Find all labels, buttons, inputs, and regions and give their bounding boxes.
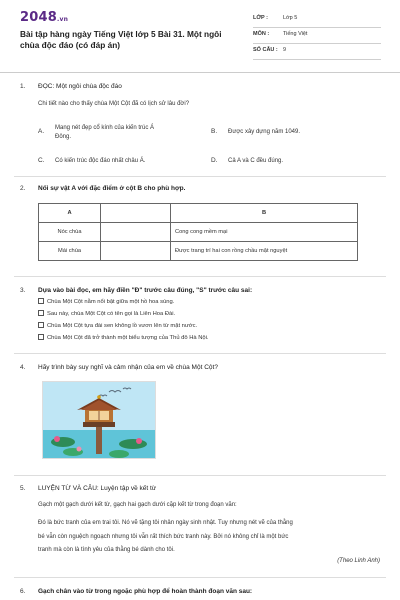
meta-row-count [253, 44, 381, 60]
document-header [0, 0, 400, 74]
meta-value: 9 [283, 47, 287, 53]
matching-table [38, 203, 358, 261]
question-prompt: Gạch một gạch dưới kết từ, gạch hai gạch dưới cặp kết từ trong đoạn văn: [38, 502, 237, 508]
option-letter: D. [211, 157, 218, 164]
passage-credit: (Theo Linh Anh) [337, 558, 380, 564]
option-text: Được xây dựng năm 1049. [228, 129, 301, 135]
passage-line: Đó là bức tranh của em trai tôi. Nó vẽ tặng tôi nhân ngày sinh nhật. Tuy nhưng nét vẽ của thằng [38, 520, 293, 526]
column-b-header: B [171, 204, 358, 223]
document-title: Bài tập hàng ngày Tiếng Việt lớp 5 Bài 31. Một ngôi chùa độc đáo (có đáp án) [20, 29, 222, 50]
logo-suffix: .vn [56, 16, 69, 23]
question-divider [14, 475, 386, 476]
option-letter: B. [211, 128, 218, 135]
column-b-cell[interactable]: Cong cong mềm mại [171, 223, 358, 242]
option-text: Cả A và C đều đúng. [228, 158, 284, 164]
column-a-cell[interactable]: Mái chùa [39, 242, 101, 261]
question-title: Dựa vào bài đọc, em hãy điền "Đ" trước câu đúng, "S" trước câu sai: [38, 287, 253, 294]
question-title: Nối sự vật A với đặc điểm ở cột B cho phù hợp. [38, 185, 186, 192]
one-pillar-pagoda-illustration [42, 381, 156, 459]
checklist-item[interactable]: Chùa Một Cột nằm nổi bật giữa một hồ hoa súng. [38, 298, 174, 306]
option-letter: C. [38, 157, 45, 164]
meta-value: Tiếng Việt [283, 31, 308, 37]
meta-table [253, 12, 381, 60]
option-c[interactable] [38, 157, 208, 167]
site-logo[interactable] [20, 10, 68, 25]
blank-column [101, 204, 171, 223]
question-title: LUYỆN TỪ VÀ CÂU: Luyện tập về kết từ [38, 485, 157, 492]
checkbox[interactable] [38, 322, 44, 328]
question-divider [14, 176, 386, 177]
question-divider [14, 353, 386, 354]
option-b[interactable] [211, 128, 381, 138]
question-number: 2. [20, 185, 26, 192]
checkbox[interactable] [38, 298, 44, 304]
blank-column [101, 223, 171, 242]
option-letter: A. [38, 128, 45, 135]
question-number: 3. [20, 287, 26, 294]
column-a-header: A [39, 204, 101, 223]
checklist-item[interactable]: Chùa Một Cột tựa đài sen không lồ vươn lên từ mặt nước. [38, 322, 197, 330]
column-b-cell[interactable]: Được trang trí hai con rồng chầu mặt nguyệt [171, 242, 358, 261]
question-number: 4. [20, 364, 26, 371]
header-divider [0, 72, 400, 73]
question-number: 5. [20, 485, 26, 492]
table-row [39, 223, 358, 242]
question-divider [14, 577, 386, 578]
question-title: ĐỌC: Một ngôi chùa độc đáo [38, 83, 122, 90]
meta-key: SỐ CÂU : [253, 47, 278, 53]
option-d[interactable] [211, 157, 381, 167]
checklist-item[interactable]: Chùa Một Cột đã trở thành một biểu tượng của Thủ đô Hà Nội. [38, 334, 209, 342]
question-title: Gạch chân vào từ trong ngoặc phù hợp để hoàn thành đoạn văn sau: [38, 588, 253, 595]
passage-line: bé vẫn còn nguệch ngoạch nhưng tôi vẫn rất thích bức tranh này. Bởi nó không chỉ là một bức [38, 534, 289, 540]
question-title: Hãy trình bày suy nghĩ và cảm nhận của em về chùa Một Cột? [38, 364, 218, 371]
column-a-cell[interactable]: Nóc chùa [39, 223, 101, 242]
option-text: Mang nét đẹp cổ kính của kiến trúc Á Đông. [55, 125, 155, 140]
checklist-item[interactable]: Sau này, chùa Một Cột có tên gọi là Liên Hoa Đài. [38, 310, 175, 318]
passage-line: tranh mà còn là tình yêu của thằng bé dành cho tôi. [38, 547, 175, 553]
meta-row-subject [253, 28, 381, 44]
option-text: Có kiến trúc độc đáo nhất châu Á. [55, 158, 146, 164]
pagoda-drawing [43, 382, 155, 458]
meta-key: MÔN : [253, 31, 270, 37]
blank-column [101, 242, 171, 261]
meta-row-grade [253, 12, 381, 28]
meta-value: Lớp 5 [283, 15, 298, 21]
meta-key: LỚP : [253, 15, 268, 21]
question-prompt: Chi tiết nào cho thấy chùa Một Cột đã có lịch sử lâu đời? [38, 101, 190, 107]
option-a[interactable] [38, 124, 198, 144]
table-row [39, 242, 358, 261]
question-number: 1. [20, 83, 26, 90]
logo-main: 2048 [20, 10, 57, 25]
checkbox[interactable] [38, 334, 44, 340]
question-number: 6. [20, 588, 26, 595]
question-divider [14, 276, 386, 277]
table-header-row [39, 204, 358, 223]
checkbox[interactable] [38, 310, 44, 316]
